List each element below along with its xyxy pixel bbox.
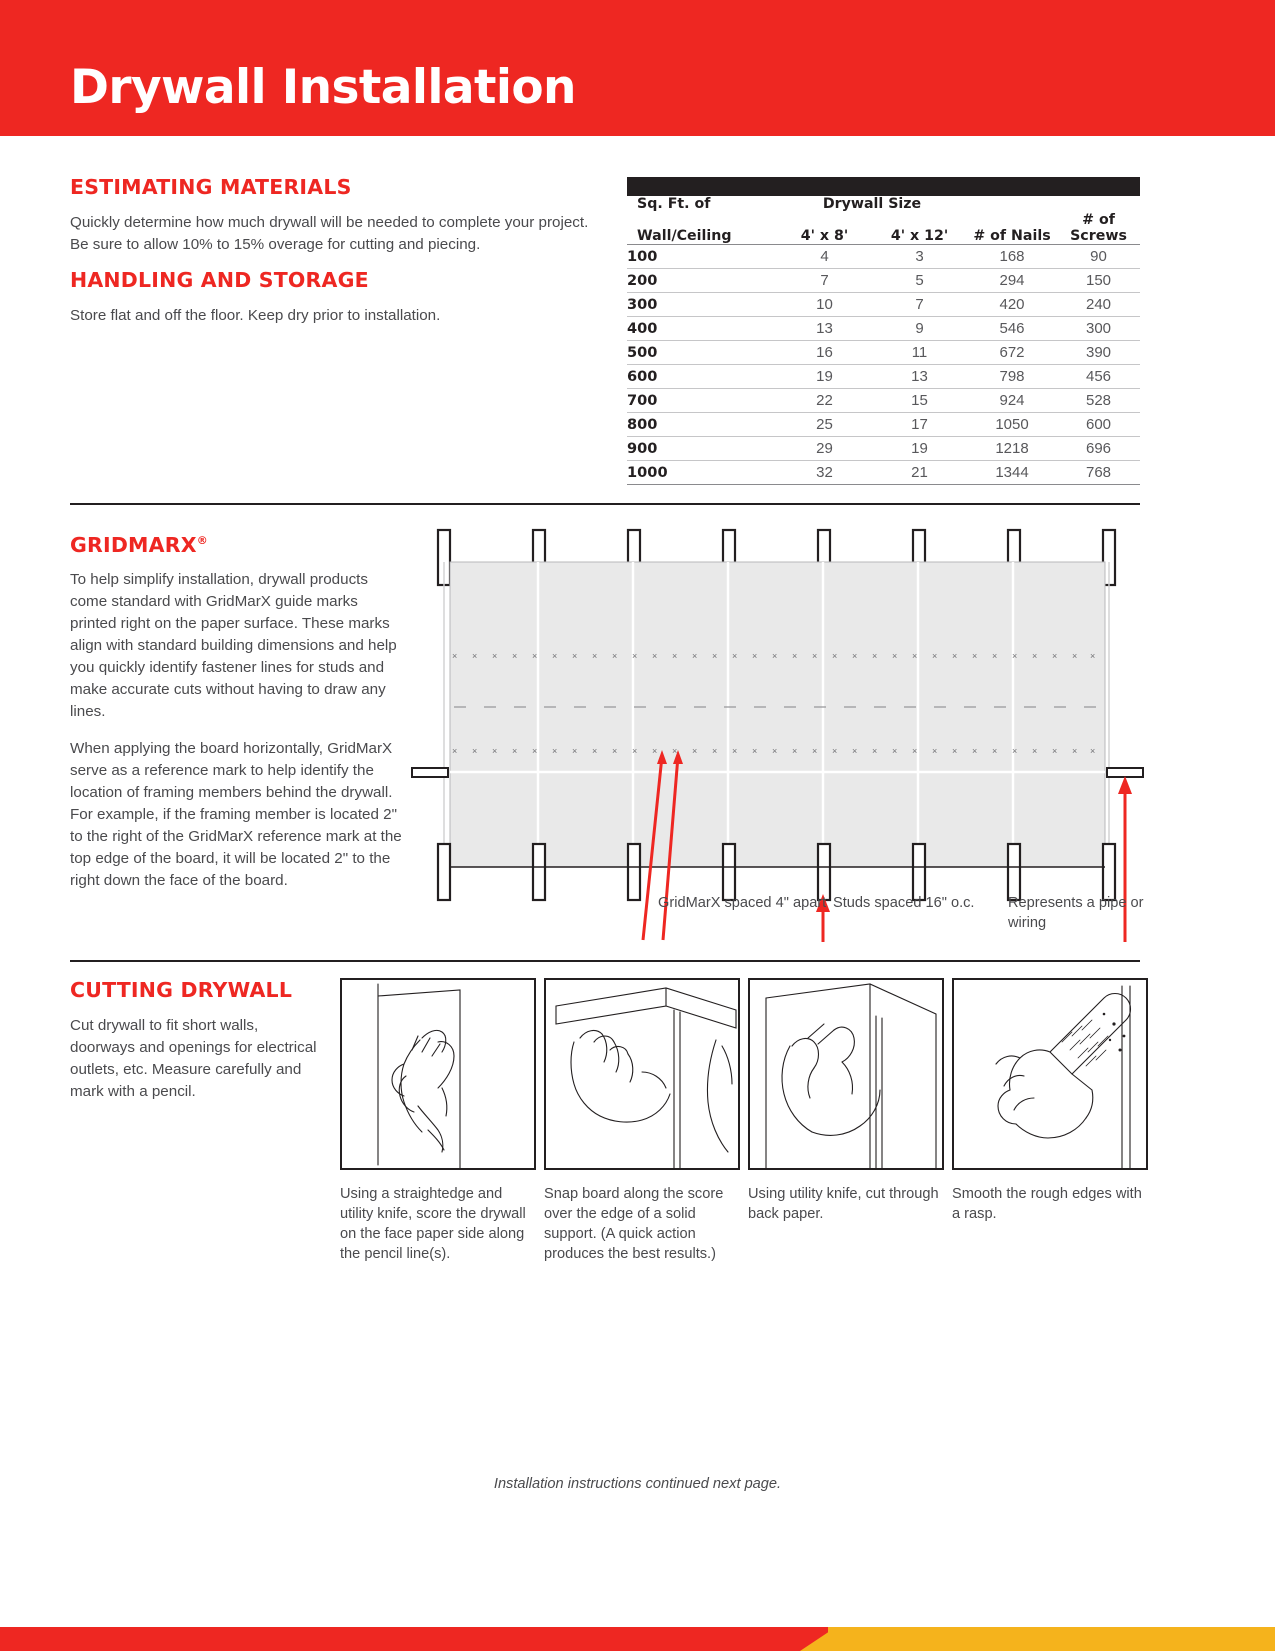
svg-text:×: × [452,746,458,756]
svg-text:×: × [1072,651,1078,661]
col-header-4x12: 4' x 12' [872,212,967,245]
svg-text:×: × [652,651,658,661]
cutting-step-2 [544,978,740,1264]
svg-text:×: × [532,746,538,756]
svg-text:×: × [572,651,578,661]
section-divider-top [70,503,1140,505]
svg-text:×: × [972,746,978,756]
svg-text:×: × [812,746,818,756]
footer-color-bar [0,1627,1275,1651]
cell-nails: 1050 [967,413,1057,437]
svg-text:×: × [552,746,558,756]
table-header-row-2 [627,212,1140,245]
col-header-nails: # of Nails [967,212,1057,245]
caption-stud-spacing: Studs spaced 16" o.c. [833,895,975,911]
cell-4x12: 5 [872,269,967,293]
estimating-materials-heading: ESTIMATING MATERIALS [70,175,352,199]
svg-text:×: × [552,651,558,661]
cell-4x8: 10 [777,293,872,317]
svg-text:×: × [492,746,498,756]
svg-text:×: × [772,651,778,661]
svg-text:×: × [752,746,758,756]
svg-text:×: × [652,746,658,756]
cell-4x12: 7 [872,293,967,317]
svg-text:×: × [852,746,858,756]
col-header-drywall-size: Drywall Size [822,196,922,212]
table-body [627,245,1140,485]
gridmarx-paragraph-2: When applying the board horizontally, GridMarX serve as a reference mark to help identify the location of framing members behind the drywall. For example, if the framing member is located 2" to the right of the GridMarX reference mark at the top edge of the board, it will be located 2" to the right down the face of the board. [70,740,402,889]
svg-text:×: × [952,746,958,756]
cell-4x8: 29 [777,437,872,461]
svg-text:×: × [1052,746,1058,756]
svg-text:×: × [472,651,478,661]
table-row [627,365,1140,389]
cell-4x8: 25 [777,413,872,437]
gridmarx-heading-text: GRIDMARX [70,533,197,557]
table-row [627,461,1140,485]
handling-storage-heading: HANDLING AND STORAGE [70,268,369,292]
table-row [627,437,1140,461]
cell-4x12: 11 [872,341,967,365]
cell-nails: 1344 [967,461,1057,485]
gridmarx-diagram [410,522,1145,952]
svg-text:×: × [832,746,838,756]
gridmarx-diagram-svg [410,522,1145,952]
svg-text:×: × [672,746,678,756]
col-header-sqft-line1: Sq. Ft. of [637,196,711,212]
cell-nails: 168 [967,245,1057,269]
svg-text:×: × [672,651,678,661]
page-title: Drywall Installation [70,60,576,115]
svg-text:×: × [512,746,518,756]
svg-text:×: × [612,746,618,756]
cell-nails: 1218 [967,437,1057,461]
estimating-materials-section [70,175,590,256]
footer-continued-note: Installation instructions continued next page. [493,1476,782,1492]
svg-text:×: × [1090,746,1096,756]
cell-4x8: 7 [777,269,872,293]
svg-text:×: × [692,746,698,756]
svg-text:×: × [532,651,538,661]
svg-text:×: × [912,746,918,756]
table-row [627,413,1140,437]
cell-screws: 150 [1057,269,1140,293]
cell-screws: 300 [1057,317,1140,341]
cell-4x12: 13 [872,365,967,389]
cutting-drywall-section [70,978,325,1103]
svg-text:×: × [772,746,778,756]
svg-text:×: × [1052,651,1058,661]
cell-4x8: 4 [777,245,872,269]
drywall-board [450,562,1105,867]
svg-text:×: × [1032,746,1038,756]
gridmarx-section [70,533,405,907]
svg-text:×: × [932,746,938,756]
cell-4x8: 13 [777,317,872,341]
gridmarx-paragraph-1: To help simplify installation, drywall products come standard with GridMarX guide marks printed right on the paper surface. These marks align with standard building dimensions and help you quickly identify fastener lines for studs and make accurate cuts without having to draw any lines. [70,571,397,720]
table-row [627,269,1140,293]
cell-sqft: 300 [627,293,777,317]
cell-sqft: 1000 [627,461,777,485]
materials-table [627,177,1140,485]
cell-sqft: 600 [627,365,777,389]
col-header-4x8: 4' x 8' [777,212,872,245]
cutting-drywall-body: Cut drywall to fit short walls, doorways and openings for electrical outlets, etc. Measure carefully and mark with a pencil. [70,1017,317,1100]
cell-nails: 420 [967,293,1057,317]
cell-4x8: 22 [777,389,872,413]
svg-text:×: × [972,651,978,661]
table-header-row-1 [627,196,1140,212]
gridmarx-heading [70,533,405,557]
table-row [627,293,1140,317]
svg-text:×: × [732,651,738,661]
materials-table-container [627,177,1140,485]
cell-4x12: 19 [872,437,967,461]
svg-text:×: × [992,651,998,661]
col-header-sqft-line2: Wall/Ceiling [627,212,777,245]
footer-bar-red [0,1627,828,1651]
svg-text:×: × [792,746,798,756]
cell-nails: 546 [967,317,1057,341]
handling-storage-body: Store flat and off the floor. Keep dry prior to installation. [70,307,441,324]
cutting-steps-gallery [340,978,1140,1264]
cutting-step-4-caption: Smooth the rough edges with a rasp. [952,1186,1142,1222]
svg-text:×: × [992,746,998,756]
cell-nails: 924 [967,389,1057,413]
svg-text:×: × [752,651,758,661]
cutting-step-3-caption: Using utility knife, cut through back paper. [748,1186,939,1222]
cell-sqft: 400 [627,317,777,341]
cutting-step-1 [340,978,536,1264]
svg-text:×: × [472,746,478,756]
svg-text:×: × [1032,651,1038,661]
svg-text:×: × [632,746,638,756]
cell-screws: 696 [1057,437,1140,461]
svg-text:×: × [712,746,718,756]
svg-text:×: × [1012,746,1018,756]
cell-4x8: 32 [777,461,872,485]
svg-text:×: × [872,651,878,661]
cell-4x12: 17 [872,413,967,437]
table-top-bar [627,177,1140,196]
svg-text:×: × [512,651,518,661]
svg-text:×: × [1012,651,1018,661]
svg-text:×: × [872,746,878,756]
cutting-step-4 [952,978,1148,1264]
svg-text:×: × [952,651,958,661]
svg-text:×: × [1072,746,1078,756]
cell-screws: 240 [1057,293,1140,317]
cell-sqft: 700 [627,389,777,413]
cell-screws: 90 [1057,245,1140,269]
svg-text:×: × [632,651,638,661]
cell-sqft: 900 [627,437,777,461]
caption-pipe-wiring: Represents a pipe or wiring [1008,895,1144,931]
section-divider-bottom [70,960,1140,962]
cutting-step-2-caption: Snap board along the score over the edge of a solid support. (A quick action produces the best results.) [544,1186,724,1262]
cutting-step-4-illustration [952,978,1148,1170]
cell-screws: 456 [1057,365,1140,389]
cell-screws: 528 [1057,389,1140,413]
table-row [627,341,1140,365]
svg-text:×: × [492,651,498,661]
svg-text:×: × [732,746,738,756]
table-row [627,317,1140,341]
svg-text:×: × [852,651,858,661]
svg-text:×: × [1090,651,1096,661]
svg-text:×: × [892,746,898,756]
cutting-step-1-caption: Using a straightedge and utility knife, score the drywall on the face paper side along the pencil line(s). [340,1186,526,1262]
cell-sqft: 200 [627,269,777,293]
cutting-step-2-illustration [544,978,740,1170]
cutting-step-3-illustration [748,978,944,1170]
svg-text:×: × [812,651,818,661]
svg-text:×: × [932,651,938,661]
cell-nails: 672 [967,341,1057,365]
cell-sqft: 100 [627,245,777,269]
cell-nails: 798 [967,365,1057,389]
cell-4x8: 19 [777,365,872,389]
cell-screws: 600 [1057,413,1140,437]
footer-bar-yellow [828,1627,1275,1651]
cell-4x8: 16 [777,341,872,365]
svg-text:×: × [572,746,578,756]
cell-4x12: 21 [872,461,967,485]
caption-gridmarx-spacing: GridMarX spaced 4" apart [658,895,827,911]
cell-screws: 390 [1057,341,1140,365]
table-row [627,245,1140,269]
svg-text:×: × [592,651,598,661]
table-row [627,389,1140,413]
svg-text:×: × [592,746,598,756]
cutting-step-1-illustration [340,978,536,1170]
svg-text:×: × [892,651,898,661]
svg-text:×: × [452,651,458,661]
svg-text:×: × [792,651,798,661]
cell-4x12: 9 [872,317,967,341]
cell-4x12: 15 [872,389,967,413]
registered-trademark-icon: ® [196,534,208,548]
svg-text:×: × [832,651,838,661]
table-head [627,177,1140,245]
col-header-screws: # of Screws [1057,212,1140,245]
cell-sqft: 800 [627,413,777,437]
cell-sqft: 500 [627,341,777,365]
cutting-drywall-heading: CUTTING DRYWALL [70,978,293,1002]
svg-text:×: × [612,651,618,661]
handling-storage-section [70,268,590,327]
cutting-step-3 [748,978,944,1264]
estimating-materials-body: Quickly determine how much drywall will be needed to complete your project. Be sure to allow 10% to 15% overage for cutting and piecing. [70,214,589,253]
svg-text:×: × [692,651,698,661]
cell-screws: 768 [1057,461,1140,485]
svg-text:×: × [912,651,918,661]
svg-text:×: × [712,651,718,661]
cell-nails: 294 [967,269,1057,293]
cell-4x12: 3 [872,245,967,269]
